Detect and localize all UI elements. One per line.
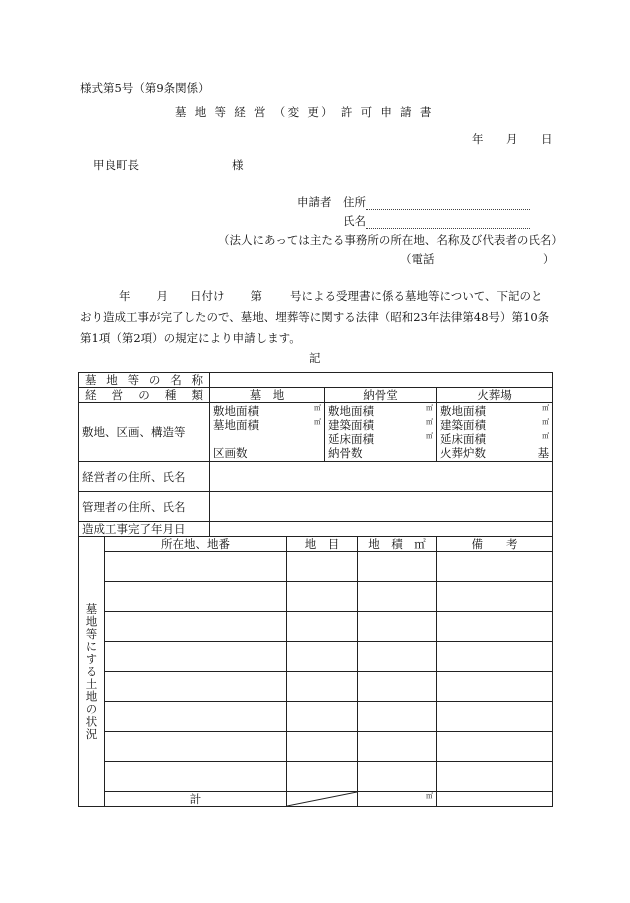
land-area-cell[interactable] — [358, 672, 437, 702]
land-area-cell[interactable] — [358, 762, 437, 792]
total-area-cell[interactable] — [358, 792, 437, 807]
diagonal-slash-icon — [287, 792, 357, 806]
land-row — [79, 732, 553, 762]
ossuary-site-area: 敷地面積 — [328, 404, 374, 418]
cemetery-plot-area: 墓地面積 — [213, 418, 259, 432]
applicant-label: 申請者 — [297, 195, 332, 209]
land-location-cell[interactable] — [105, 612, 287, 642]
land-location-cell[interactable] — [105, 642, 287, 672]
address-field[interactable] — [343, 194, 530, 210]
row-total — [79, 792, 553, 807]
cemetery-name-label: 墓 地 等 の 名 称 — [79, 373, 210, 388]
crematory-building-area: 建築面積 — [440, 418, 486, 432]
site-details-label: 敷地、区画、構造等 — [79, 403, 210, 462]
land-location-cell[interactable] — [105, 552, 287, 582]
form-number: 様式第5号（第9条関係） — [80, 81, 210, 95]
unit-m2: ㎡ — [542, 418, 550, 426]
land-area-cell[interactable] — [358, 702, 437, 732]
land-row — [79, 582, 553, 612]
land-remarks-cell[interactable] — [437, 732, 553, 762]
statement-dai: 第 — [250, 289, 262, 303]
land-area-cell[interactable] — [358, 582, 437, 612]
document-title: 墓 地 等 経 営 （変 更） 許 可 申 請 書 — [175, 105, 434, 119]
name-label: 氏名 — [343, 214, 366, 228]
operation-type-label: 経 営 の 種 類 — [79, 388, 210, 403]
operator-label: 経営者の住所、氏名 — [79, 462, 210, 492]
unit-m2: ㎡ — [314, 404, 321, 412]
col-ossuary[interactable]: 納骨堂 — [325, 388, 437, 403]
total-remarks-cell[interactable] — [437, 792, 553, 807]
total-label: 計 — [105, 792, 287, 807]
statement-month: 月 — [156, 289, 168, 303]
application-statement — [80, 286, 552, 349]
land-remarks-cell[interactable] — [437, 612, 553, 642]
land-category-cell[interactable] — [287, 732, 358, 762]
addressee: 甲良町長 — [93, 158, 139, 172]
land-remarks-cell[interactable] — [437, 642, 553, 672]
land-category-cell[interactable] — [287, 672, 358, 702]
phone-open: （電話 — [400, 252, 435, 266]
col-crematory[interactable]: 火葬場 — [437, 388, 553, 403]
land-location-cell[interactable] — [105, 762, 287, 792]
unit-m2: ㎡ — [314, 418, 321, 426]
cemetery-info-table — [78, 372, 553, 807]
date-day: 日 — [541, 132, 553, 146]
land-row — [79, 612, 553, 642]
land-location-cell[interactable] — [105, 672, 287, 702]
land-row — [79, 672, 553, 702]
land-col-remarks: 備 考 — [437, 537, 553, 552]
crematory-details[interactable] — [437, 403, 553, 462]
row-operation-type — [79, 388, 553, 403]
row-land-header — [79, 537, 553, 552]
land-col-category: 地 目 — [287, 537, 358, 552]
address-line — [366, 197, 530, 210]
land-category-cell[interactable] — [287, 702, 358, 732]
address-label: 住所 — [343, 195, 366, 209]
land-location-cell[interactable] — [105, 702, 287, 732]
manager-value[interactable] — [210, 492, 553, 522]
total-unit: ㎡ — [426, 792, 433, 800]
land-col-area: 地 積 ㎡ — [358, 537, 437, 552]
land-col-location: 所在地、地番 — [105, 537, 287, 552]
statement-text: 号による受理書に係る墓地等について、下記のとおり造成工事が完了したので、墓地、埋葬等に関する法律（昭和23年法律第48号）第10条第1項（第2項）の規定により申請します。 — [80, 289, 550, 345]
land-status-side-label — [79, 537, 105, 807]
cemetery-name-value[interactable] — [210, 373, 553, 388]
cemetery-site-area: 敷地面積 — [213, 404, 259, 418]
crematory-site-area: 敷地面積 — [440, 404, 486, 418]
land-category-cell[interactable] — [287, 552, 358, 582]
crematory-floor-area: 延床面積 — [440, 432, 486, 446]
row-site-details — [79, 403, 553, 462]
land-area-cell[interactable] — [358, 642, 437, 672]
statement-day: 日付け — [190, 289, 225, 303]
row-manager — [79, 492, 553, 522]
land-remarks-cell[interactable] — [437, 702, 553, 732]
land-area-cell[interactable] — [358, 732, 437, 762]
manager-label: 管理者の住所、氏名 — [79, 492, 210, 522]
ossuary-building-area: 建築面積 — [328, 418, 374, 432]
land-category-cell[interactable] — [287, 582, 358, 612]
land-remarks-cell[interactable] — [437, 582, 553, 612]
completion-date-value[interactable] — [210, 522, 553, 537]
land-location-cell[interactable] — [105, 582, 287, 612]
ki-heading: 記 — [309, 351, 321, 365]
ossuary-floor-area: 延床面積 — [328, 432, 374, 446]
col-cemetery[interactable]: 墓 地 — [210, 388, 325, 403]
statement-year: 年 — [119, 289, 131, 303]
completion-date-label: 造成工事完了年月日 — [79, 522, 210, 537]
unit-ki: 基 — [537, 446, 550, 460]
land-remarks-cell[interactable] — [437, 552, 553, 582]
unit-m2: ㎡ — [542, 432, 550, 440]
date-year: 年 — [472, 132, 484, 146]
unit-m2: ㎡ — [426, 404, 433, 412]
cemetery-details[interactable] — [210, 403, 325, 462]
land-row — [79, 642, 553, 672]
land-area-cell[interactable] — [358, 612, 437, 642]
land-category-cell[interactable] — [287, 612, 358, 642]
land-row — [79, 762, 553, 792]
name-line — [366, 216, 530, 229]
corporation-note: （法人にあっては主たる事務所の所在地、名称及び代表者の氏名） — [218, 233, 563, 247]
cemetery-plot-count: 区画数 — [213, 446, 248, 460]
land-category-cell[interactable] — [287, 642, 358, 672]
land-remarks-cell[interactable] — [437, 672, 553, 702]
total-category-slash — [287, 792, 358, 807]
land-row — [79, 702, 553, 732]
land-category-cell[interactable] — [287, 762, 358, 792]
row-completion-date — [79, 522, 553, 537]
honorific: 様 — [232, 158, 244, 172]
land-row — [79, 552, 553, 582]
land-area-cell[interactable] — [358, 552, 437, 582]
land-remarks-cell[interactable] — [437, 762, 553, 792]
phone-close: ） — [543, 252, 555, 266]
row-cemetery-name — [79, 373, 553, 388]
operator-value[interactable] — [210, 462, 553, 492]
land-status-text: 墓地等にする土地の状況 — [84, 602, 99, 741]
unit-m2: ㎡ — [426, 418, 433, 426]
unit-m2: ㎡ — [426, 432, 433, 440]
name-field[interactable] — [343, 213, 530, 229]
crematory-furnace-count: 火葬炉数 — [440, 446, 486, 460]
ossuary-details[interactable] — [325, 403, 437, 462]
date-month: 月 — [506, 132, 518, 146]
unit-m2: ㎡ — [542, 404, 550, 412]
row-operator — [79, 462, 553, 492]
land-location-cell[interactable] — [105, 732, 287, 762]
ossuary-urn-count: 納骨数 — [328, 446, 363, 460]
